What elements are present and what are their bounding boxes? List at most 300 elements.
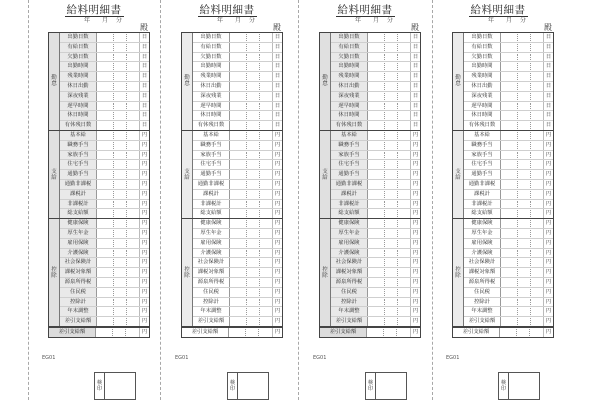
row-value-field[interactable] — [97, 92, 139, 101]
row-value-field[interactable] — [230, 229, 272, 238]
row-unit: 円 — [139, 180, 149, 189]
row-value-field[interactable] — [501, 180, 543, 189]
row-unit: 円 — [272, 298, 282, 307]
row-value-field[interactable] — [230, 151, 272, 160]
row-value-field[interactable] — [230, 43, 272, 52]
table-row — [60, 288, 149, 298]
table-row — [60, 278, 149, 288]
honorific-label: 殿 — [273, 23, 281, 32]
table-section — [182, 131, 282, 219]
row-value-field[interactable] — [230, 92, 272, 101]
row-value-field[interactable] — [368, 53, 410, 62]
row-value-field[interactable] — [368, 268, 410, 277]
row-label: 有給日数 — [331, 43, 368, 52]
row-value-field[interactable] — [97, 298, 139, 307]
table-row — [331, 209, 420, 218]
row-value-field[interactable] — [501, 72, 543, 81]
table-row — [464, 131, 553, 141]
row-unit: 日 — [410, 102, 420, 111]
section-side-label — [320, 219, 331, 326]
row-label: 欠勤日数 — [331, 53, 368, 62]
row-unit: 円 — [139, 298, 149, 307]
payslip-title-text: 給料明細書 — [199, 4, 255, 16]
row-value-field[interactable] — [368, 317, 410, 326]
approval-stamp-box[interactable] — [498, 372, 540, 400]
row-value-field[interactable] — [97, 258, 139, 267]
period-part-label: 分 — [387, 17, 394, 24]
row-label: 課税対象額 — [193, 268, 230, 277]
row-value-field[interactable] — [501, 151, 543, 160]
row-label: 差引支給額 — [331, 317, 368, 326]
row-value-field[interactable] — [97, 288, 139, 297]
table-section — [320, 131, 420, 219]
row-value-field[interactable] — [501, 268, 543, 277]
table-row — [193, 209, 282, 218]
row-value-field[interactable] — [368, 278, 410, 287]
row-unit: 円 — [543, 170, 553, 179]
row-unit: 円 — [543, 131, 553, 140]
row-value-field[interactable] — [97, 53, 139, 62]
row-unit: 円 — [543, 141, 553, 150]
table-row — [60, 72, 149, 82]
row-label: 課税対象額 — [60, 268, 97, 277]
section-side-label — [49, 131, 60, 218]
row-unit: 円 — [139, 209, 149, 218]
row-label: 住宅手当 — [193, 160, 230, 169]
table-row — [60, 43, 149, 53]
row-unit: 日 — [543, 82, 553, 91]
row-label: 住民税 — [193, 288, 230, 297]
row-value-field[interactable] — [97, 121, 139, 130]
row-value-field[interactable] — [230, 219, 272, 228]
row-unit: 円 — [139, 200, 149, 209]
table-row — [193, 307, 282, 317]
row-value-field[interactable] — [501, 307, 543, 316]
row-unit: 円 — [543, 190, 553, 199]
row-value-field[interactable] — [230, 121, 272, 130]
row-label: 出勤日数 — [464, 33, 501, 42]
row-value-field[interactable] — [368, 141, 410, 150]
row-unit: 円 — [272, 131, 282, 140]
row-value-field[interactable] — [368, 62, 410, 71]
row-value-field[interactable] — [501, 121, 543, 130]
table-row — [464, 317, 553, 326]
row-value-field[interactable] — [97, 151, 139, 160]
row-value-field[interactable] — [97, 141, 139, 150]
row-value-field[interactable] — [230, 160, 272, 169]
payslip-table — [452, 32, 554, 338]
row-label: 遅早時間 — [464, 102, 501, 111]
row-value-field[interactable] — [501, 278, 543, 287]
row-value-field[interactable] — [97, 278, 139, 287]
row-value-field[interactable] — [230, 33, 272, 42]
row-label: 残業時間 — [331, 72, 368, 81]
row-value-field[interactable] — [501, 239, 543, 248]
row-unit: 円 — [543, 268, 553, 277]
table-row — [464, 307, 553, 317]
row-unit: 円 — [272, 219, 282, 228]
row-label: 年末調整 — [193, 307, 230, 316]
row-value-field[interactable] — [501, 249, 543, 258]
table-row — [193, 102, 282, 112]
row-label: 課税対象額 — [331, 268, 368, 277]
row-value-field[interactable] — [501, 229, 543, 238]
row-value-field[interactable] — [368, 288, 410, 297]
row-label: 深夜残業 — [464, 92, 501, 101]
payslip-title-text: 給料明細書 — [470, 4, 526, 16]
row-value-field[interactable] — [368, 72, 410, 81]
row-value-field[interactable] — [97, 160, 139, 169]
row-unit: 日 — [410, 82, 420, 91]
row-label: 遅早時間 — [193, 102, 230, 111]
row-label: 社会保険計 — [60, 258, 97, 267]
row-label: 家族手当 — [193, 151, 230, 160]
row-unit: 円 — [139, 160, 149, 169]
section-side-label — [49, 33, 60, 130]
row-value-field[interactable] — [501, 298, 543, 307]
row-label: 職務手当 — [464, 141, 501, 150]
row-label: 出勤日数 — [193, 33, 230, 42]
section-name: 控 除 — [455, 266, 461, 279]
section-side-label — [182, 33, 193, 130]
row-value-field[interactable] — [501, 160, 543, 169]
row-value-field[interactable] — [97, 268, 139, 277]
table-row — [60, 170, 149, 180]
row-unit: 日 — [272, 72, 282, 81]
row-value-field[interactable] — [368, 92, 410, 101]
perforation-line — [432, 0, 433, 400]
payslip-title — [309, 2, 421, 17]
table-row — [60, 141, 149, 151]
row-unit: 日 — [543, 53, 553, 62]
row-value-field[interactable] — [368, 229, 410, 238]
row-value-field[interactable] — [501, 219, 543, 228]
row-unit: 円 — [272, 151, 282, 160]
row-label: 課税計 — [331, 190, 368, 199]
total-value-field[interactable] — [96, 328, 139, 337]
table-row — [193, 180, 282, 190]
row-value-field[interactable] — [97, 62, 139, 71]
row-value-field[interactable] — [230, 111, 272, 120]
row-value-field[interactable] — [230, 200, 272, 209]
payslip-title-text: 給料明細書 — [66, 4, 122, 16]
row-value-field[interactable] — [230, 278, 272, 287]
row-value-field[interactable] — [230, 170, 272, 179]
row-value-field[interactable] — [230, 82, 272, 91]
row-value-field[interactable] — [97, 33, 139, 42]
row-label: 休日時間 — [464, 111, 501, 120]
row-unit: 円 — [410, 180, 420, 189]
row-value-field[interactable] — [230, 180, 272, 189]
table-section — [49, 131, 149, 219]
section-rows — [60, 131, 149, 218]
row-value-field[interactable] — [501, 111, 543, 120]
row-label: 基本給 — [60, 131, 97, 140]
row-value-field[interactable] — [230, 141, 272, 150]
row-value-field[interactable] — [230, 209, 272, 218]
row-unit: 円 — [139, 278, 149, 287]
row-value-field[interactable] — [230, 131, 272, 140]
row-value-field[interactable] — [368, 111, 410, 120]
table-row — [193, 170, 282, 180]
row-value-field[interactable] — [97, 43, 139, 52]
table-row — [193, 131, 282, 141]
row-value-field[interactable] — [368, 200, 410, 209]
row-label: 職務手当 — [60, 141, 97, 150]
row-value-field[interactable] — [501, 33, 543, 42]
period-year-label: 年 — [217, 17, 224, 24]
approval-stamp-box[interactable] — [365, 372, 407, 400]
row-unit: 円 — [543, 298, 553, 307]
row-value-field[interactable] — [230, 102, 272, 111]
row-value-field[interactable] — [368, 43, 410, 52]
row-value-field[interactable] — [97, 317, 139, 326]
row-value-field[interactable] — [501, 141, 543, 150]
row-value-field[interactable] — [97, 209, 139, 218]
row-label: 休日出勤 — [331, 82, 368, 91]
row-unit: 日 — [410, 53, 420, 62]
total-row — [453, 327, 553, 337]
row-value-field[interactable] — [501, 82, 543, 91]
row-value-field[interactable] — [501, 200, 543, 209]
row-value-field[interactable] — [230, 249, 272, 258]
approval-stamp-box[interactable] — [227, 372, 269, 400]
period-year-label: 年 — [488, 17, 495, 24]
row-value-field[interactable] — [97, 131, 139, 140]
row-value-field[interactable] — [368, 180, 410, 189]
approval-stamp-box[interactable] — [94, 372, 136, 400]
row-value-field[interactable] — [97, 170, 139, 179]
table-row — [464, 102, 553, 112]
total-value-field[interactable] — [229, 328, 272, 337]
total-value-field[interactable] — [367, 328, 410, 337]
row-value-field[interactable] — [501, 317, 543, 326]
table-row — [60, 92, 149, 102]
row-value-field[interactable] — [501, 131, 543, 140]
row-label: 職務手当 — [331, 141, 368, 150]
period-part-label: 分 — [249, 17, 256, 24]
row-unit: 日 — [139, 102, 149, 111]
row-unit: 円 — [139, 239, 149, 248]
table-row — [464, 62, 553, 72]
row-label: 住民税 — [60, 288, 97, 297]
row-value-field[interactable] — [501, 258, 543, 267]
row-value-field[interactable] — [97, 111, 139, 120]
row-value-field[interactable] — [501, 170, 543, 179]
row-unit: 日 — [272, 62, 282, 71]
row-label: 厚生年金 — [193, 229, 230, 238]
row-value-field[interactable] — [230, 268, 272, 277]
section-rows — [193, 131, 282, 218]
row-value-field[interactable] — [368, 121, 410, 130]
table-row — [464, 288, 553, 298]
row-label: 残業時間 — [193, 72, 230, 81]
table-row — [193, 317, 282, 326]
row-unit: 円 — [410, 258, 420, 267]
row-value-field[interactable] — [97, 190, 139, 199]
row-value-field[interactable] — [368, 102, 410, 111]
row-value-field[interactable] — [368, 307, 410, 316]
row-value-field[interactable] — [97, 219, 139, 228]
payslip-3 — [309, 0, 421, 400]
row-value-field[interactable] — [501, 288, 543, 297]
row-value-field[interactable] — [230, 239, 272, 248]
table-row — [331, 111, 420, 121]
row-value-field[interactable] — [97, 180, 139, 189]
row-label: 休日時間 — [193, 111, 230, 120]
row-value-field[interactable] — [97, 307, 139, 316]
row-unit: 円 — [543, 180, 553, 189]
row-label: 源泉所得税 — [464, 278, 501, 287]
table-row — [331, 278, 420, 288]
table-row — [331, 160, 420, 170]
row-value-field[interactable] — [368, 249, 410, 258]
row-label: 課税計 — [464, 190, 501, 199]
row-unit: 日 — [410, 43, 420, 52]
row-value-field[interactable] — [97, 82, 139, 91]
row-value-field[interactable] — [97, 102, 139, 111]
table-row — [60, 151, 149, 161]
row-label: 介護保険 — [331, 249, 368, 258]
row-value-field[interactable] — [230, 258, 272, 267]
total-value-field[interactable] — [500, 328, 543, 337]
row-value-field[interactable] — [230, 298, 272, 307]
row-value-field[interactable] — [230, 190, 272, 199]
row-unit: 日 — [543, 62, 553, 71]
section-name: 勤 怠 — [322, 75, 328, 88]
row-label: 遅早時間 — [331, 102, 368, 111]
table-row — [193, 92, 282, 102]
row-value-field[interactable] — [97, 229, 139, 238]
row-value-field[interactable] — [368, 298, 410, 307]
period-part-label: 分 — [116, 17, 123, 24]
row-unit: 円 — [139, 288, 149, 297]
row-unit: 円 — [272, 317, 282, 326]
section-rows — [331, 33, 420, 130]
stamp-box-label: 検印 — [366, 373, 376, 399]
section-rows — [464, 33, 553, 130]
row-value-field[interactable] — [368, 33, 410, 42]
total-label: 差引支給額 — [49, 328, 96, 337]
row-label: 住民税 — [331, 288, 368, 297]
row-unit: 日 — [272, 121, 282, 130]
honorific-label: 殿 — [411, 23, 419, 32]
row-value-field[interactable] — [501, 43, 543, 52]
table-row — [60, 33, 149, 43]
row-label: 雇用保険 — [60, 239, 97, 248]
row-value-field[interactable] — [368, 190, 410, 199]
form-code: EG01 — [313, 355, 327, 361]
table-row — [464, 229, 553, 239]
row-unit: 円 — [543, 307, 553, 316]
row-unit: 円 — [410, 239, 420, 248]
row-label: 通勤非課税 — [331, 180, 368, 189]
section-name: 勤 怠 — [455, 75, 461, 88]
row-value-field[interactable] — [501, 92, 543, 101]
row-value-field[interactable] — [368, 219, 410, 228]
table-row — [331, 53, 420, 63]
table-row — [60, 180, 149, 190]
table-row — [60, 53, 149, 63]
row-unit: 日 — [410, 33, 420, 42]
row-unit: 日 — [543, 121, 553, 130]
row-unit: 円 — [543, 278, 553, 287]
table-row — [60, 229, 149, 239]
row-unit: 円 — [139, 131, 149, 140]
row-label: 休日出勤 — [60, 82, 97, 91]
row-value-field[interactable] — [501, 62, 543, 71]
total-label: 差引支給額 — [320, 328, 367, 337]
row-value-field[interactable] — [501, 209, 543, 218]
row-value-field[interactable] — [368, 239, 410, 248]
row-unit: 円 — [139, 141, 149, 150]
row-unit: 円 — [139, 229, 149, 238]
row-value-field[interactable] — [97, 200, 139, 209]
table-row — [60, 102, 149, 112]
table-row — [60, 239, 149, 249]
total-unit: 円 — [543, 328, 553, 337]
row-value-field[interactable] — [230, 307, 272, 316]
row-label: 控除計 — [331, 298, 368, 307]
row-value-field[interactable] — [97, 72, 139, 81]
row-value-field[interactable] — [368, 151, 410, 160]
row-value-field[interactable] — [230, 72, 272, 81]
row-value-field[interactable] — [368, 170, 410, 179]
row-unit: 円 — [410, 278, 420, 287]
row-label: 年末調整 — [60, 307, 97, 316]
row-label: 年末調整 — [464, 307, 501, 316]
row-value-field[interactable] — [501, 102, 543, 111]
row-label: 課税対象額 — [464, 268, 501, 277]
row-value-field[interactable] — [368, 131, 410, 140]
table-row — [464, 190, 553, 200]
row-unit: 日 — [410, 72, 420, 81]
row-unit: 円 — [139, 219, 149, 228]
row-value-field[interactable] — [230, 288, 272, 297]
row-value-field[interactable] — [230, 62, 272, 71]
row-label: 出勤時間 — [193, 62, 230, 71]
row-label: 出勤時間 — [331, 62, 368, 71]
row-value-field[interactable] — [97, 239, 139, 248]
row-value-field[interactable] — [368, 82, 410, 91]
row-value-field[interactable] — [230, 53, 272, 62]
table-row — [193, 258, 282, 268]
row-value-field[interactable] — [501, 190, 543, 199]
section-rows — [331, 219, 420, 326]
row-unit: 円 — [272, 209, 282, 218]
row-value-field[interactable] — [501, 53, 543, 62]
table-row — [60, 160, 149, 170]
row-label: 有休残日数 — [331, 121, 368, 130]
table-row — [331, 258, 420, 268]
table-row — [193, 151, 282, 161]
row-unit: 円 — [543, 288, 553, 297]
row-label: 休日出勤 — [464, 82, 501, 91]
row-value-field[interactable] — [368, 160, 410, 169]
table-row — [193, 229, 282, 239]
row-value-field[interactable] — [368, 258, 410, 267]
row-unit: 円 — [272, 307, 282, 316]
table-row — [193, 249, 282, 259]
row-unit: 円 — [543, 317, 553, 326]
row-value-field[interactable] — [368, 209, 410, 218]
row-unit: 円 — [139, 249, 149, 258]
table-row — [60, 200, 149, 210]
table-row — [331, 229, 420, 239]
total-row — [182, 327, 282, 337]
row-value-field[interactable] — [230, 317, 272, 326]
row-value-field[interactable] — [97, 249, 139, 258]
